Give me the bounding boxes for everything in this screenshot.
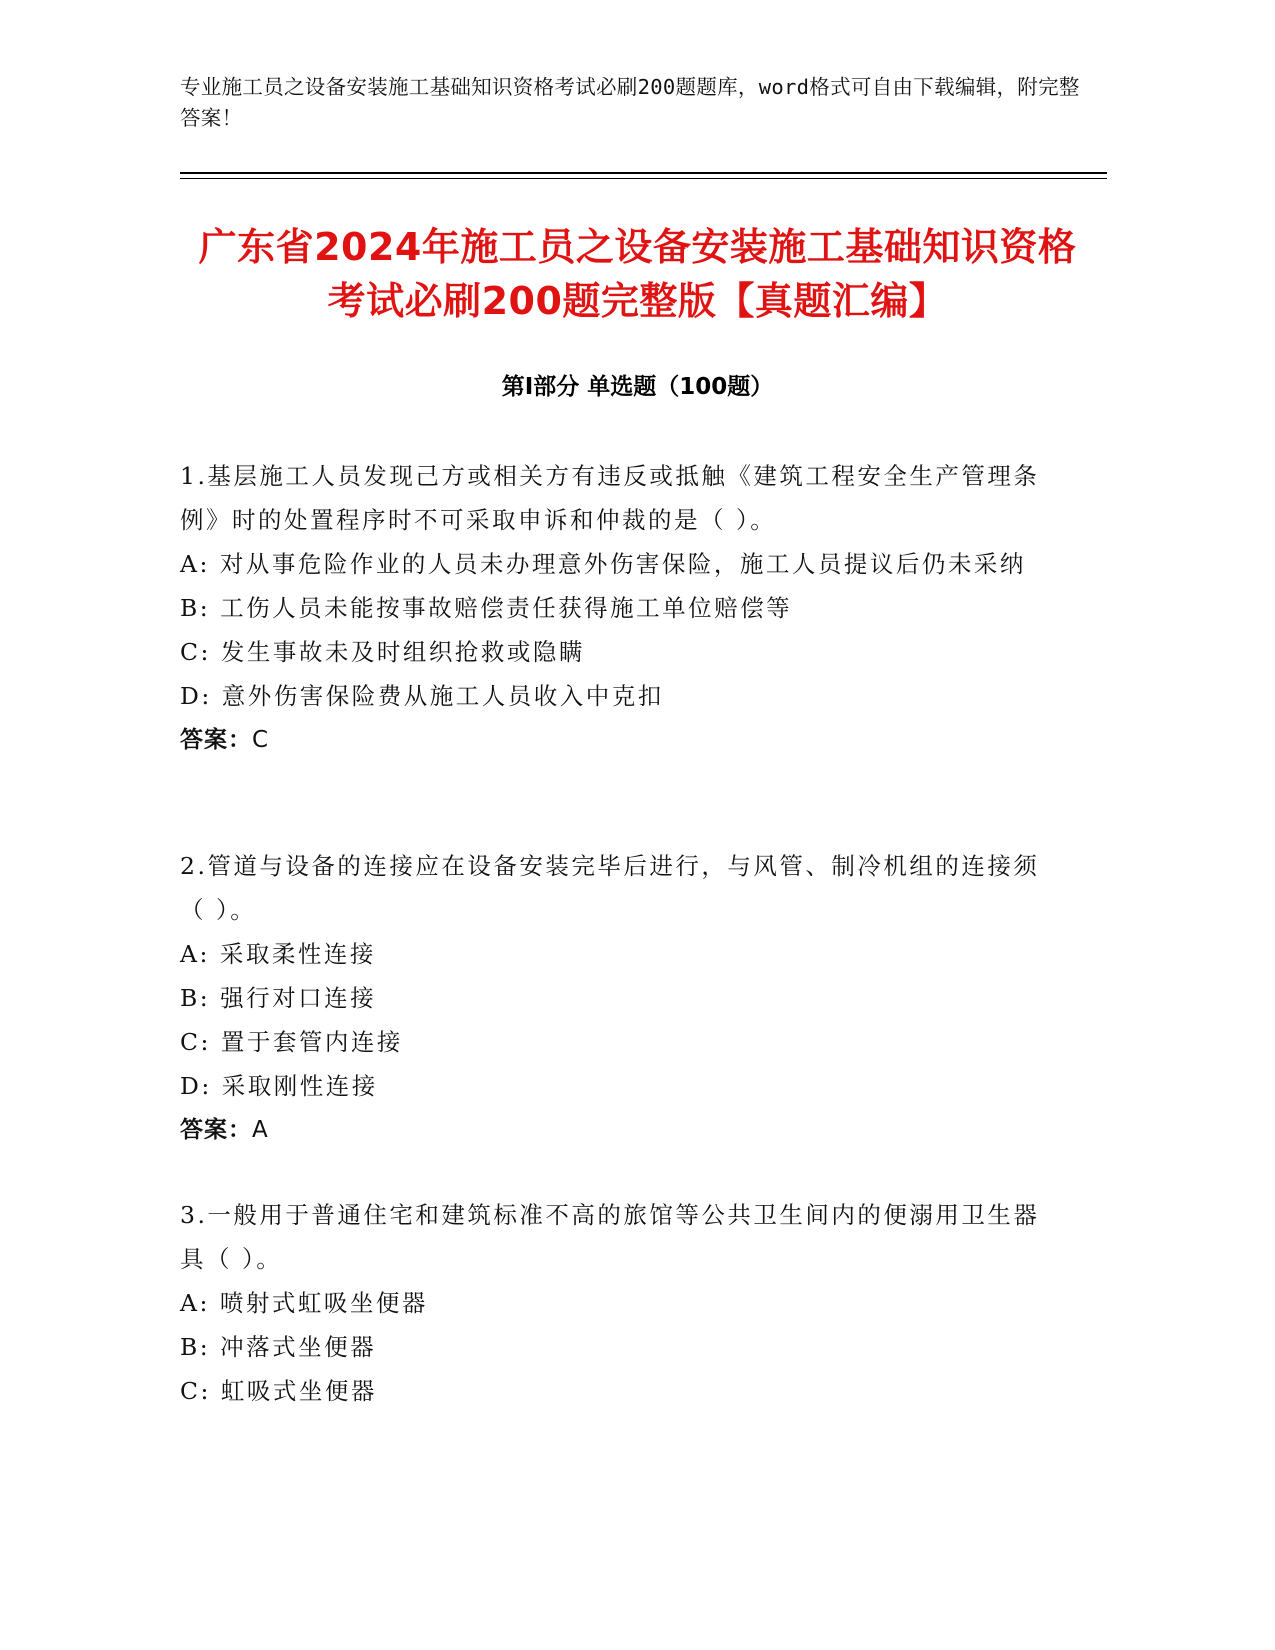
document-title: 广东省2024年施工员之设备安装施工基础知识资格考试必刷200题完整版【真题汇编】 bbox=[198, 225, 1077, 323]
section-heading: 第Ⅰ部分 单选题（100题） bbox=[501, 374, 774, 400]
option-a: A: 采取柔性连接 bbox=[180, 940, 376, 968]
answer-label: 答案： bbox=[180, 1117, 252, 1143]
answer-line bbox=[180, 1108, 1060, 1152]
question-2 bbox=[180, 844, 1060, 1152]
question-stem: 3.一般用于普通住宅和建筑标准不高的旅馆等公共卫生间内的便溺用卫生器具（ ）。 bbox=[180, 1201, 1040, 1273]
option-a: A: 喷射式虹吸坐便器 bbox=[180, 1289, 428, 1317]
header-note: 专业施工员之设备安装施工基础知识资格考试必刷200题题库，word格式可自由下载编辑，附完整答案！ bbox=[180, 75, 1080, 130]
option-c: C: 虹吸式坐便器 bbox=[180, 1377, 377, 1405]
question-stem: 1.基层施工人员发现己方或相关方有违反或抵触《建筑工程安全生产管理条例》时的处置程序时不可采取申诉和仲裁的是（ ）。 bbox=[180, 462, 1040, 534]
question-3 bbox=[180, 1193, 1060, 1413]
answer-label: 答案： bbox=[180, 727, 252, 753]
question-1 bbox=[180, 454, 1060, 762]
header-rule-thin bbox=[180, 178, 1107, 179]
option-d: D: 意外伤害保险费从施工人员收入中克扣 bbox=[180, 682, 664, 710]
answer-value: C bbox=[252, 727, 270, 753]
option-b: B: 冲落式坐便器 bbox=[180, 1333, 377, 1361]
option-b: B: 工伤人员未能按事故赔偿责任获得施工单位赔偿等 bbox=[180, 594, 793, 622]
option-a: A: 对从事危险作业的人员未办理意外伤害保险，施工人员提议后仍未采纳 bbox=[180, 550, 1026, 578]
answer-line bbox=[180, 718, 1060, 762]
question-stem: 2.管道与设备的连接应在设备安装完毕后进行，与风管、制冷机组的连接须（ ）。 bbox=[180, 852, 1040, 924]
option-c: C: 置于套管内连接 bbox=[180, 1028, 403, 1056]
answer-value: A bbox=[252, 1117, 269, 1143]
option-d: D: 采取刚性连接 bbox=[180, 1072, 378, 1100]
option-b: B: 强行对口连接 bbox=[180, 984, 377, 1012]
header-rule-thick bbox=[180, 172, 1107, 174]
option-c: C: 发生事故未及时组织抢救或隐瞒 bbox=[180, 638, 585, 666]
